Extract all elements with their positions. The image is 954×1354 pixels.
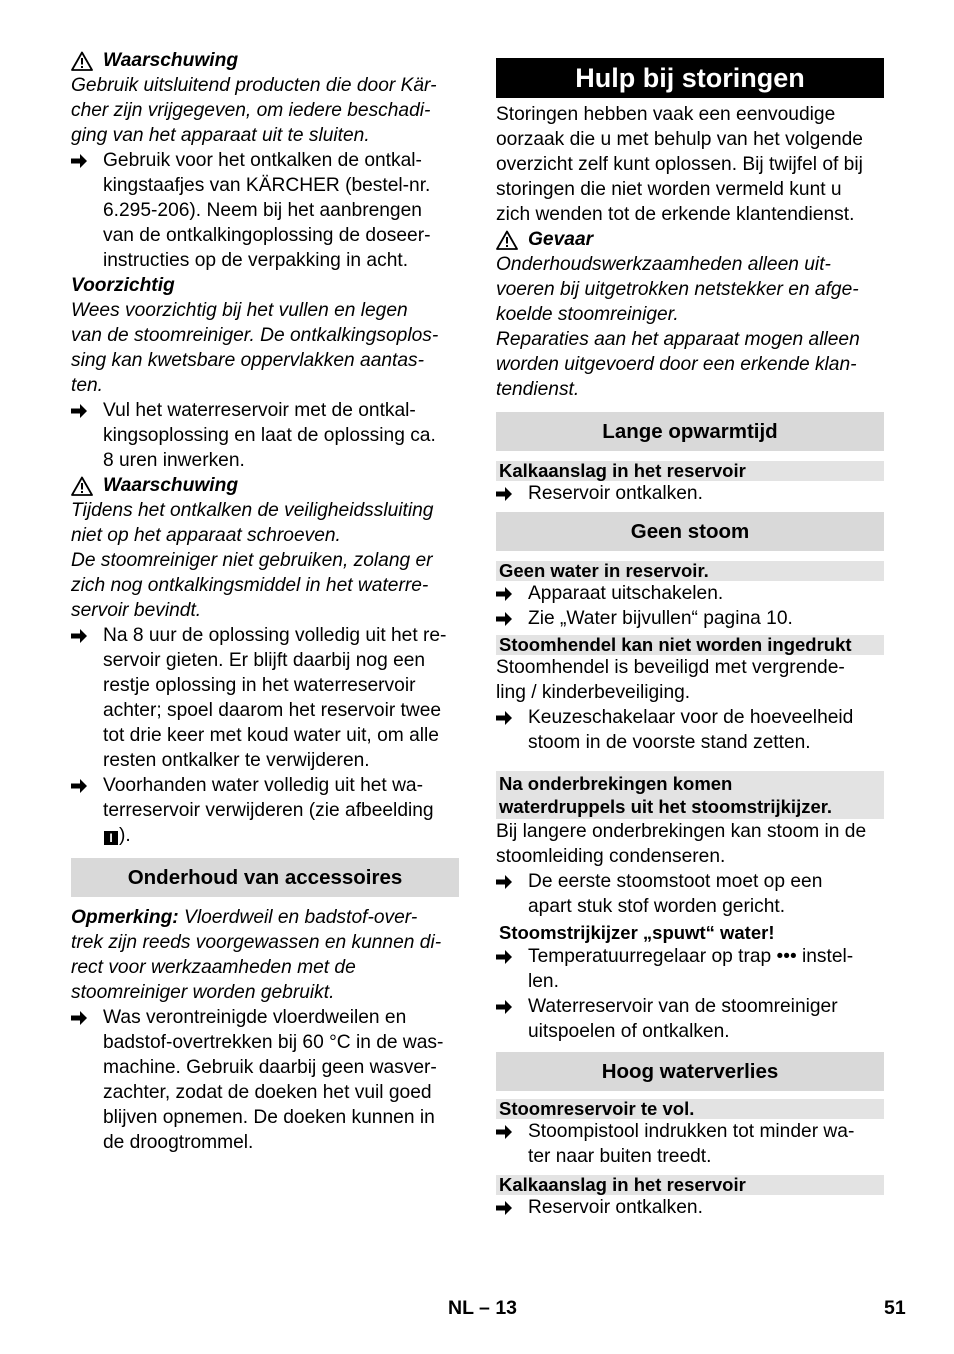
fault-subheading: Stoomreservoir te vol. bbox=[496, 1099, 884, 1119]
instruction-step: Zie „Water bijvullen“ pagina 10. bbox=[496, 606, 884, 631]
intro-text: overzicht zelf kunt oplossen. Bij twijfel of bij bbox=[496, 154, 863, 175]
danger-text: tendienst. bbox=[496, 379, 580, 400]
instruction-step: De eerste stoomstoot moet op een apart stuk stof worden gericht. bbox=[496, 869, 884, 919]
left-column bbox=[71, 48, 459, 1155]
fault-text: Bij langere onderbrekingen kan stoom in de bbox=[496, 821, 867, 842]
arrow-right-icon bbox=[496, 1195, 518, 1220]
instruction-step: Gebruik voor het ontkalken de ontkal- kingstaafjes van KÄRCHER (bestel-nr. 6.295-206). Neem bij het aanbrengen van de ontkalkingoplossing de doseer- instructies op de verpakking in acht. bbox=[71, 148, 459, 273]
section-heading-accessories: Onderhoud van accessoires bbox=[71, 858, 459, 897]
warning-text: servoir bevindt. bbox=[71, 600, 202, 621]
page-number: 51 bbox=[884, 1297, 906, 1319]
figure-reference-icon: I bbox=[104, 831, 118, 845]
danger-text: koelde stoomreiniger. bbox=[496, 304, 679, 325]
fault-text: ling / kinderbeveiliging. bbox=[496, 682, 691, 703]
instruction-step: Waterreservoir van de stoomreiniger uitspoelen of ontkalken. bbox=[496, 994, 884, 1044]
arrow-right-icon bbox=[71, 398, 93, 423]
instruction-step: Stoompistool indrukken tot minder wa- ter naar buiten treedt. bbox=[496, 1119, 884, 1169]
footer-section-label: NL – 13 bbox=[448, 1297, 518, 1319]
instruction-step: Na 8 uur de oplossing volledig uit het re- servoir gieten. Er blijft daarbij nog een restje oplossing in het waterreservoir achter; spoel daarom het reservoir twee tot drie keer met koud water uit, om alle resten ontkalker te verwijderen. bbox=[71, 623, 459, 773]
danger-text: Reparaties aan het apparaat mogen alleen bbox=[496, 329, 860, 350]
arrow-right-icon bbox=[496, 869, 518, 894]
arrow-right-icon bbox=[496, 481, 518, 506]
warning-text: Tijdens het ontkalken de veiligheidssluiting bbox=[71, 500, 434, 521]
instruction-step: Reservoir ontkalken. bbox=[496, 1195, 884, 1220]
note-text: stoomreiniger worden gebruikt. bbox=[71, 982, 335, 1003]
arrow-right-icon bbox=[496, 1119, 518, 1144]
warning-heading: Waarschuwing bbox=[71, 48, 459, 73]
arrow-right-icon bbox=[496, 994, 518, 1019]
section-heading-warmup: Lange opwarmtijd bbox=[496, 412, 884, 451]
intro-text: oorzaak die u met behulp van het volgende bbox=[496, 129, 863, 150]
warning-text: zich nog ontkalkingsmiddel in het waterre- bbox=[71, 575, 429, 596]
right-column bbox=[496, 58, 884, 1220]
arrow-right-icon bbox=[496, 944, 518, 969]
fault-text: stoomleiding condenseren. bbox=[496, 846, 726, 867]
fault-subheading: Stoomhendel kan niet worden ingedrukt bbox=[496, 635, 884, 655]
instruction-step: Apparaat uitschakelen. bbox=[496, 581, 884, 606]
warning-text: De stoomreiniger niet gebruiken, zolang er bbox=[71, 550, 433, 571]
note-text: Opmerking: Vloerdweil en badstof-over- bbox=[71, 907, 418, 928]
instruction-step: Temperatuurregelaar op trap ••• instel- len. bbox=[496, 944, 884, 994]
arrow-right-icon bbox=[496, 606, 518, 631]
caution-heading: Voorzichtig bbox=[71, 275, 175, 296]
intro-text: storingen die niet worden vermeld kunt u bbox=[496, 179, 842, 200]
danger-text: Onderhoudswerkzaamheden alleen uit- bbox=[496, 254, 831, 275]
fault-subheading: Stoomstrijkijzer „spuwt“ water! bbox=[499, 922, 775, 943]
fault-text: Stoomhendel is beveiligd met vergrende- bbox=[496, 657, 845, 678]
caution-text: van de stoomreiniger. De ontkalkingsoplos- bbox=[71, 325, 439, 346]
danger-text: worden uitgevoerd door een erkende klan- bbox=[496, 354, 857, 375]
danger-heading: Gevaar bbox=[496, 227, 884, 252]
fault-subheading: Na onderbrekingen komen waterdruppels uit het stoomstrijkijzer. bbox=[496, 771, 884, 819]
arrow-right-icon bbox=[496, 705, 518, 730]
warning-triangle-icon bbox=[71, 51, 93, 71]
instruction-step: Vul het waterreservoir met de ontkal- kingsoplossing en laat de oplossing ca. 8 uren inwerken. bbox=[71, 398, 459, 473]
fault-subheading: Geen water in reservoir. bbox=[496, 561, 884, 581]
caution-text: ten. bbox=[71, 375, 104, 396]
page-title: Hulp bij storingen bbox=[496, 58, 884, 98]
caution-text: Wees voorzichtig bij het vullen en legen bbox=[71, 300, 408, 321]
instruction-step: Voorhanden water volledig uit het wa- terreservoir verwijderen (zie afbeelding I ). bbox=[71, 773, 459, 848]
intro-text: zich wenden tot de erkende klantendienst. bbox=[496, 204, 855, 225]
instruction-step: Keuzeschakelaar voor de hoeveelheid stoom in de voorste stand zetten. bbox=[496, 705, 884, 755]
instruction-step: Reservoir ontkalken. bbox=[496, 481, 884, 506]
warning-text: Gebruik uitsluitend producten die door Kär- bbox=[71, 75, 437, 96]
instruction-step: Was verontreinigde vloerdweilen en badstof-overtrekken bij 60 °C in de was- machine. Gebruik daarbij geen wasver- zachter, zodat de doeken het vuil goed blijven opnemen. De doeken kunnen in de droogtrommel. bbox=[71, 1005, 459, 1155]
arrow-right-icon bbox=[496, 581, 518, 606]
warning-triangle-icon bbox=[496, 230, 518, 250]
intro-text: Storingen hebben vaak een eenvoudige bbox=[496, 104, 836, 125]
section-heading-no-steam: Geen stoom bbox=[496, 512, 884, 551]
danger-text: voeren bij uitgetrokken netstekker en afge- bbox=[496, 279, 859, 300]
fault-subheading: Kalkaanslag in het reservoir bbox=[496, 1175, 884, 1195]
arrow-right-icon bbox=[71, 148, 93, 173]
arrow-right-icon bbox=[71, 1005, 93, 1030]
arrow-right-icon bbox=[71, 623, 93, 648]
section-heading-water-loss: Hoog waterverlies bbox=[496, 1052, 884, 1091]
caution-text: sing kan kwetsbare oppervlakken aantas- bbox=[71, 350, 425, 371]
warning-heading: Waarschuwing bbox=[71, 473, 459, 498]
note-text: rect voor werkzaamheden met de bbox=[71, 957, 356, 978]
warning-triangle-icon bbox=[71, 476, 93, 496]
warning-text: ging van het apparaat uit te sluiten. bbox=[71, 125, 370, 146]
fault-subheading: Kalkaanslag in het reservoir bbox=[496, 461, 884, 481]
arrow-right-icon bbox=[71, 773, 93, 798]
warning-text: niet op het apparaat schroeven. bbox=[71, 525, 341, 546]
warning-text: cher zijn vrijgegeven, om iedere beschadi- bbox=[71, 100, 431, 121]
note-text: trek zijn reeds voorgewassen en kunnen di- bbox=[71, 932, 442, 953]
